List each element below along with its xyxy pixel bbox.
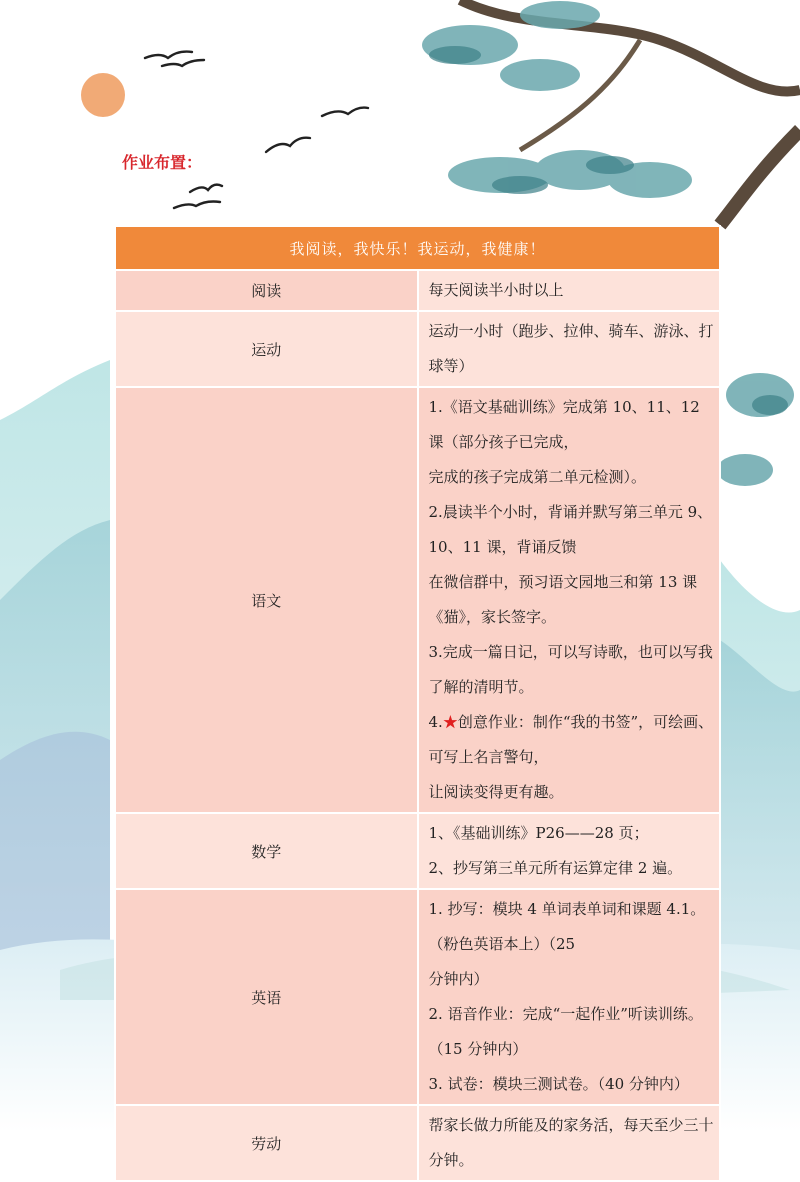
subject-english: 英语: [115, 889, 418, 1105]
subject-reading: 阅读: [115, 270, 418, 311]
homework-table: [114, 225, 721, 1182]
table-title: 我阅读，我快乐！我运动，我健康！: [115, 226, 720, 270]
subject-chinese: 语文: [115, 387, 418, 813]
content-chinese: [418, 387, 721, 813]
content-text: 创意作业：制作“我的书签”，可绘画、可写上名言警句，: [428, 713, 714, 766]
sun-icon: [81, 73, 125, 117]
content-reading: [418, 270, 721, 311]
content-line: 1、《基础训练》P26——28 页；: [428, 824, 649, 842]
content-line: 1. 抄写：模块 4 单词表单词和课题 4.1。（粉色英语本上）（25: [428, 900, 706, 953]
content-line: 分钟内）: [428, 970, 489, 988]
table-row: [115, 311, 720, 387]
content-line: 在微信群中，预习语文园地三和第 13 课《猫》，家长签字。: [428, 573, 698, 626]
table-row: [115, 1105, 720, 1181]
content-line: 2. 语音作业：完成“一起作业”听读训练。（15 分钟内）: [428, 1005, 703, 1058]
content-sports: [418, 311, 721, 387]
table-title-row: [115, 226, 720, 270]
table-row: [115, 387, 720, 813]
content-line: 完成的孩子完成第二单元检测）。: [428, 468, 647, 486]
item-number: 4.: [428, 713, 443, 731]
content-line: 让阅读变得更有趣。: [428, 783, 564, 801]
content-line: 2、抄写第三单元所有运算定律 2 遍。: [428, 859, 683, 877]
content-line: 运动一小时（跑步、拉伸、骑车、游泳、打球等）: [428, 322, 714, 375]
table-row: [115, 813, 720, 889]
content-labor: [418, 1105, 721, 1181]
content-line: 3. 试卷：模块三测试卷。（40 分钟内）: [428, 1075, 689, 1093]
content-line: 1.《语文基础训练》完成第 10、11、12 课（部分孩子已完成，: [428, 398, 700, 451]
table-row: [115, 270, 720, 311]
star-icon: ★: [442, 713, 458, 731]
subject-labor: 劳动: [115, 1105, 418, 1181]
content-math: [418, 813, 721, 889]
content-english: [418, 889, 721, 1105]
subject-sports: 运动: [115, 311, 418, 387]
birds-icon: [145, 52, 368, 208]
section-heading: 作业布置：: [122, 153, 203, 172]
content-line: 2.晨读半个小时，背诵并默写第三单元 9、10、11 课，背诵反馈: [428, 503, 713, 556]
subject-math: 数学: [115, 813, 418, 889]
content-line: 每天阅读半小时以上: [428, 281, 564, 299]
content-line: 3.完成一篇日记，可以写诗歌，也可以写我了解的清明节。: [428, 643, 713, 696]
table-row: [115, 889, 720, 1105]
content-line: 帮家长做力所能及的家务活，每天至少三十分钟。: [428, 1116, 714, 1169]
content-line: [429, 705, 716, 775]
